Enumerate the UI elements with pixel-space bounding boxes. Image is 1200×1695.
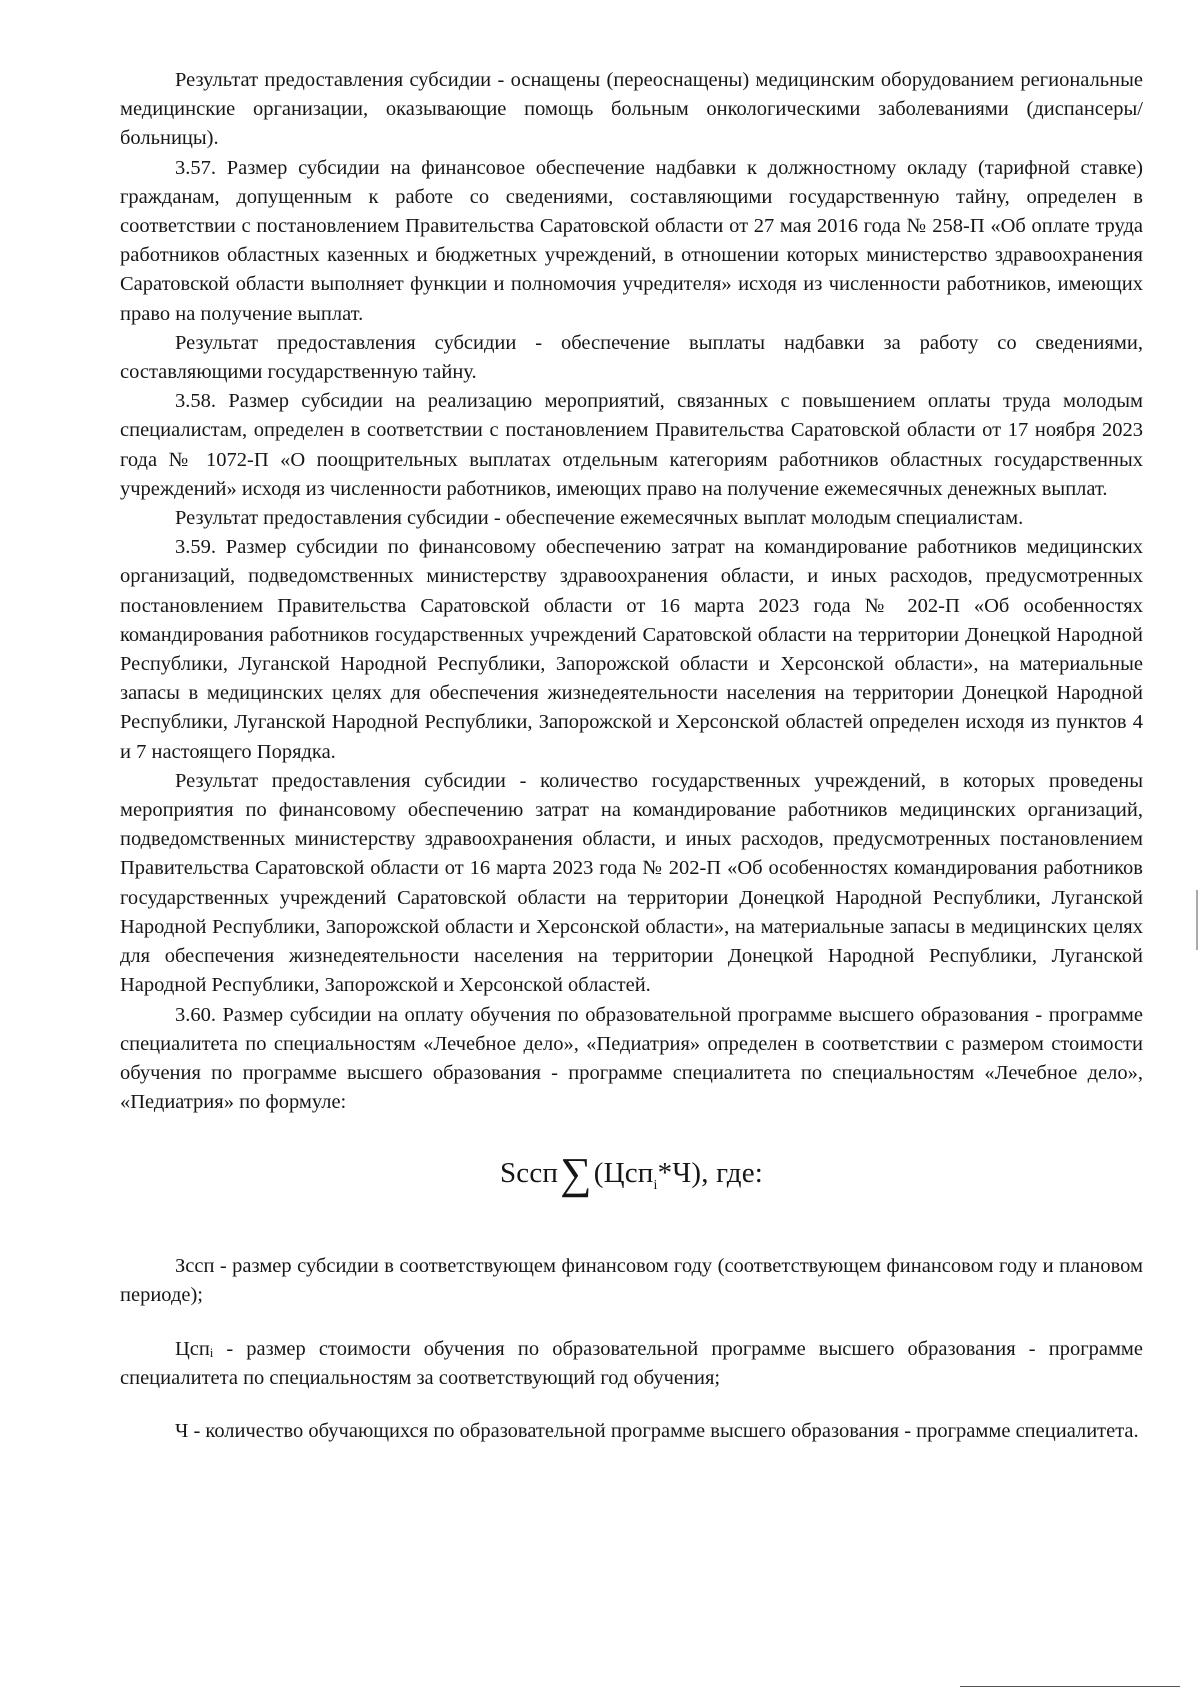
formula — [120, 1149, 1143, 1204]
definition-ch: Ч - количество обучающихся по образовательной программе высшего образования - программе специалитета. — [175, 1419, 1139, 1442]
paragraph-3-59: 3.59. Размер субсидии по финансовому обеспечению затрат на командирование работников медицинских организаций, подведомственных министерству здравоохранения области, и иных расходов, предусмотренных постановлением Правительства Саратовской области от 16 марта 2023 года № 202-П «Об особенностях командирования работников государственных учреждений Саратовской области на территории Донецкой Народной Республики, Луганской Народной Республики, Запорожской области и Херсонской области», на материальные запасы в медицинских целях для обеспечения жизнедеятельности населения на территории Донецкой Народной Республики, Луганской Народной Республики, Запорожской и Херсонской областей определен исходя из пунктов 4 и 7 настоящего Порядка. — [120, 536, 1143, 763]
formula-sigma: ∑ — [560, 1149, 592, 1199]
formula-rest: *Ч), где: — [657, 1157, 764, 1190]
definition-tssp: Цспᵢ - размер стоимости обучения по образовательной программе высшего образования - программе специалитета по специальностям за соответствующий год обучения; — [120, 1337, 1143, 1389]
paragraph-3-60: 3.60. Размер субсидии на оплату обучения по образовательной программе высшего образования - программе специалитета по специальностям «Лечебное дело», «Педиатрия» определен в соответствии с размером стоимости обучения по программе высшего образования - программе специалитета по специальностям «Лечебное дело», «Педиатрия» по формуле: — [120, 1003, 1143, 1114]
document-page — [120, 66, 1143, 1446]
definition-zssp: Зссп - размер субсидии в соответствующем финансовом году (соответствующем финансовом году и плановом периоде); — [120, 1255, 1143, 1307]
formula-open: (Цсп — [593, 1157, 654, 1190]
paragraph-3-58: 3.58. Размер субсидии на реализацию мероприятий, связанных с повышением оплаты труда молодым специалистам, определен в соответствии с постановлением Правительства Саратовской области от 17 ноября 2023 года № 1072-П «О поощрительных выплатах отдельным категориям работников областных государственных учреждений» исходя из численности работников, имеющих право на получение ежемесячных денежных выплат. — [120, 390, 1143, 500]
paragraph-result-oncology: Результат предоставления субсидии - оснащены (переоснащены) медицинским оборудованием региональные медицинские организации, оказывающие помощь больным онкологическими заболеваниями (диспансеры/больницы). — [120, 69, 1143, 150]
scan-edge-mark — [1196, 890, 1198, 950]
paragraph-result-young-specialists: Результат предоставления субсидии - обеспечение ежемесячных выплат молодым специалистам. — [175, 507, 1024, 530]
paragraph-3-57: 3.57. Размер субсидии на финансовое обеспечение надбавки к должностному окладу (тарифной ставке) гражданам, допущенным к работе со сведениями, составляющими государственную тайну, определен в соответствии с постановлением Правительства Саратовской области от 27 мая 2016 года № 258-П «Об оплате труда работников областных казенных и бюджетных учреждений, в отношении которых министерство здравоохранения Саратовской области выполняет функции и полномочия учредителя» исходя из численности работников, имеющих право на получение выплат. — [120, 156, 1143, 325]
footer-line — [960, 1686, 1180, 1687]
paragraph-result-secret-allowance: Результат предоставления субсидии - обеспечение выплаты надбавки за работу со сведениями, составляющими государственную тайну. — [120, 331, 1143, 384]
spacer — [120, 1393, 1143, 1417]
paragraph-result-business-trips: Результат предоставления субсидии - количество государственных учреждений, в которых проведены мероприятия по финансовому обеспечению затрат на командирование работников медицинских организаций, подведомственных министерству здравоохранения области, и иных расходов, предусмотренных постановлением Правительства Саратовской области от 16 марта 2023 года № 202-П «Об особенностях командирования работников государственных учреждений Саратовской области на территории Донецкой Народной Республики, Луганской Народной Республики, Запорожской области и Херсонской области», на материальные запасы в медицинских целях для обеспечения жизнедеятельности населения на территории Донецкой Народной Республики, Луганской Народной Республики, Запорожской и Херсонской областей. — [120, 769, 1143, 997]
spacer — [120, 1311, 1143, 1335]
formula-lhs: Sссп — [499, 1157, 559, 1190]
formula-subscript: i — [653, 1178, 658, 1194]
